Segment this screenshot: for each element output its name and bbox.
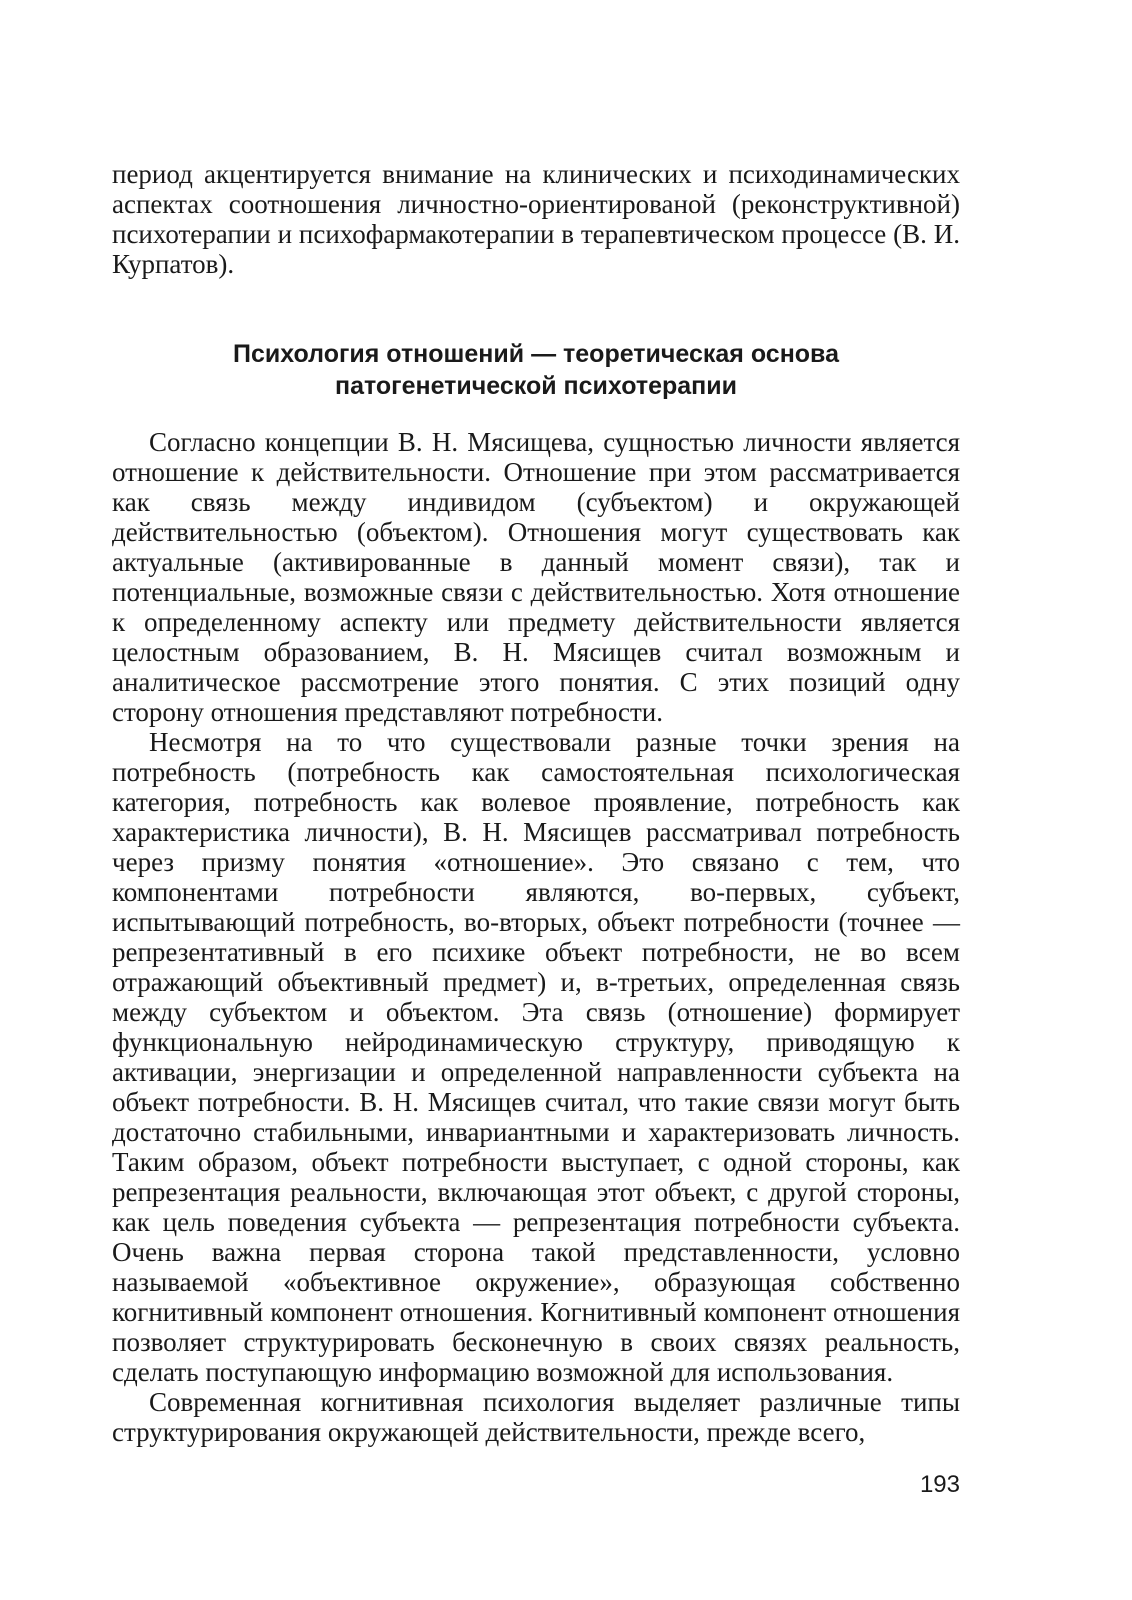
opening-paragraph: период акцентируется внимание на клинических и психодинамических аспектах соотношения личностно-ориентированой (реконструктивной) психотерапии и психофармакотерапии в терапевтическом процессе (В. И. Курпатов). <box>112 159 960 279</box>
section-heading-line-2: патогенетической психотерапии <box>334 372 737 400</box>
section-heading-line-1: Психология отношений — теоретическая основа <box>232 340 840 368</box>
body-paragraph-1: Согласно концепции В. Н. Мясищева, сущностью личности является отношение к действительности. Отношение при этом рассматривается как связь между индивидом (субъектом) и окружающей действительностью (объектом). Отношения могут существовать как актуальные (активированные в данный момент связи), так и потенциальные, возможные связи с действительностью. Хотя отношение к определенному аспекту или предмету действительности является целостным образованием, В. Н. Мясищев считал возможным и аналитическое рассмотрение этого понятия. С этих позиций одну сторону отношения представляют потребности. <box>112 427 960 727</box>
page-number: 193 <box>919 1471 960 1498</box>
section-heading <box>112 338 960 402</box>
opening-paragraph-block <box>112 159 960 279</box>
section-body <box>112 427 960 1447</box>
body-paragraph-2: Несмотря на то что существовали разные точки зрения на потребность (потребность как самостоятельная психологическая категория, потребность как волевое проявление, потребность как характеристика личности), В. Н. Мясищев рассматривал потребность через призму понятия «отношение». Это связано с тем, что компонентами потребности являются, во-первых, субъект, испытывающий потребность, во-вторых, объект потребности (точнее — репрезентативный в его психике объект потребности, не во всем отражающий объективный предмет) и, в-третьих, определенная связь между субъектом и объектом. Эта связь (отношение) формирует функциональную нейродинамическую структуру, приводящую к активации, энергизации и определенной направленности субъекта на объект потребности. В. Н. Мясищев считал, что такие связи могут быть достаточно стабильными, инвариантными и характеризовать личность. Таким образом, объект потребности выступает, с одной стороны, как репрезентация реальности, включающая этот объект, с другой стороны, как цель поведения субъекта — репрезентация потребности субъекта. Очень важна первая сторона такой представленности, условно называемой «объективное окружение», образующая собственно когнитивный компонент отношения. Когнитивный компонент отношения позволяет структурировать бесконечную в своих связях реальность, сделать поступающую информацию возможной для использования. <box>112 727 960 1387</box>
body-paragraph-3: Современная когнитивная психология выделяет различные типы структурирования окружающей действительности, прежде всего, <box>112 1387 960 1447</box>
